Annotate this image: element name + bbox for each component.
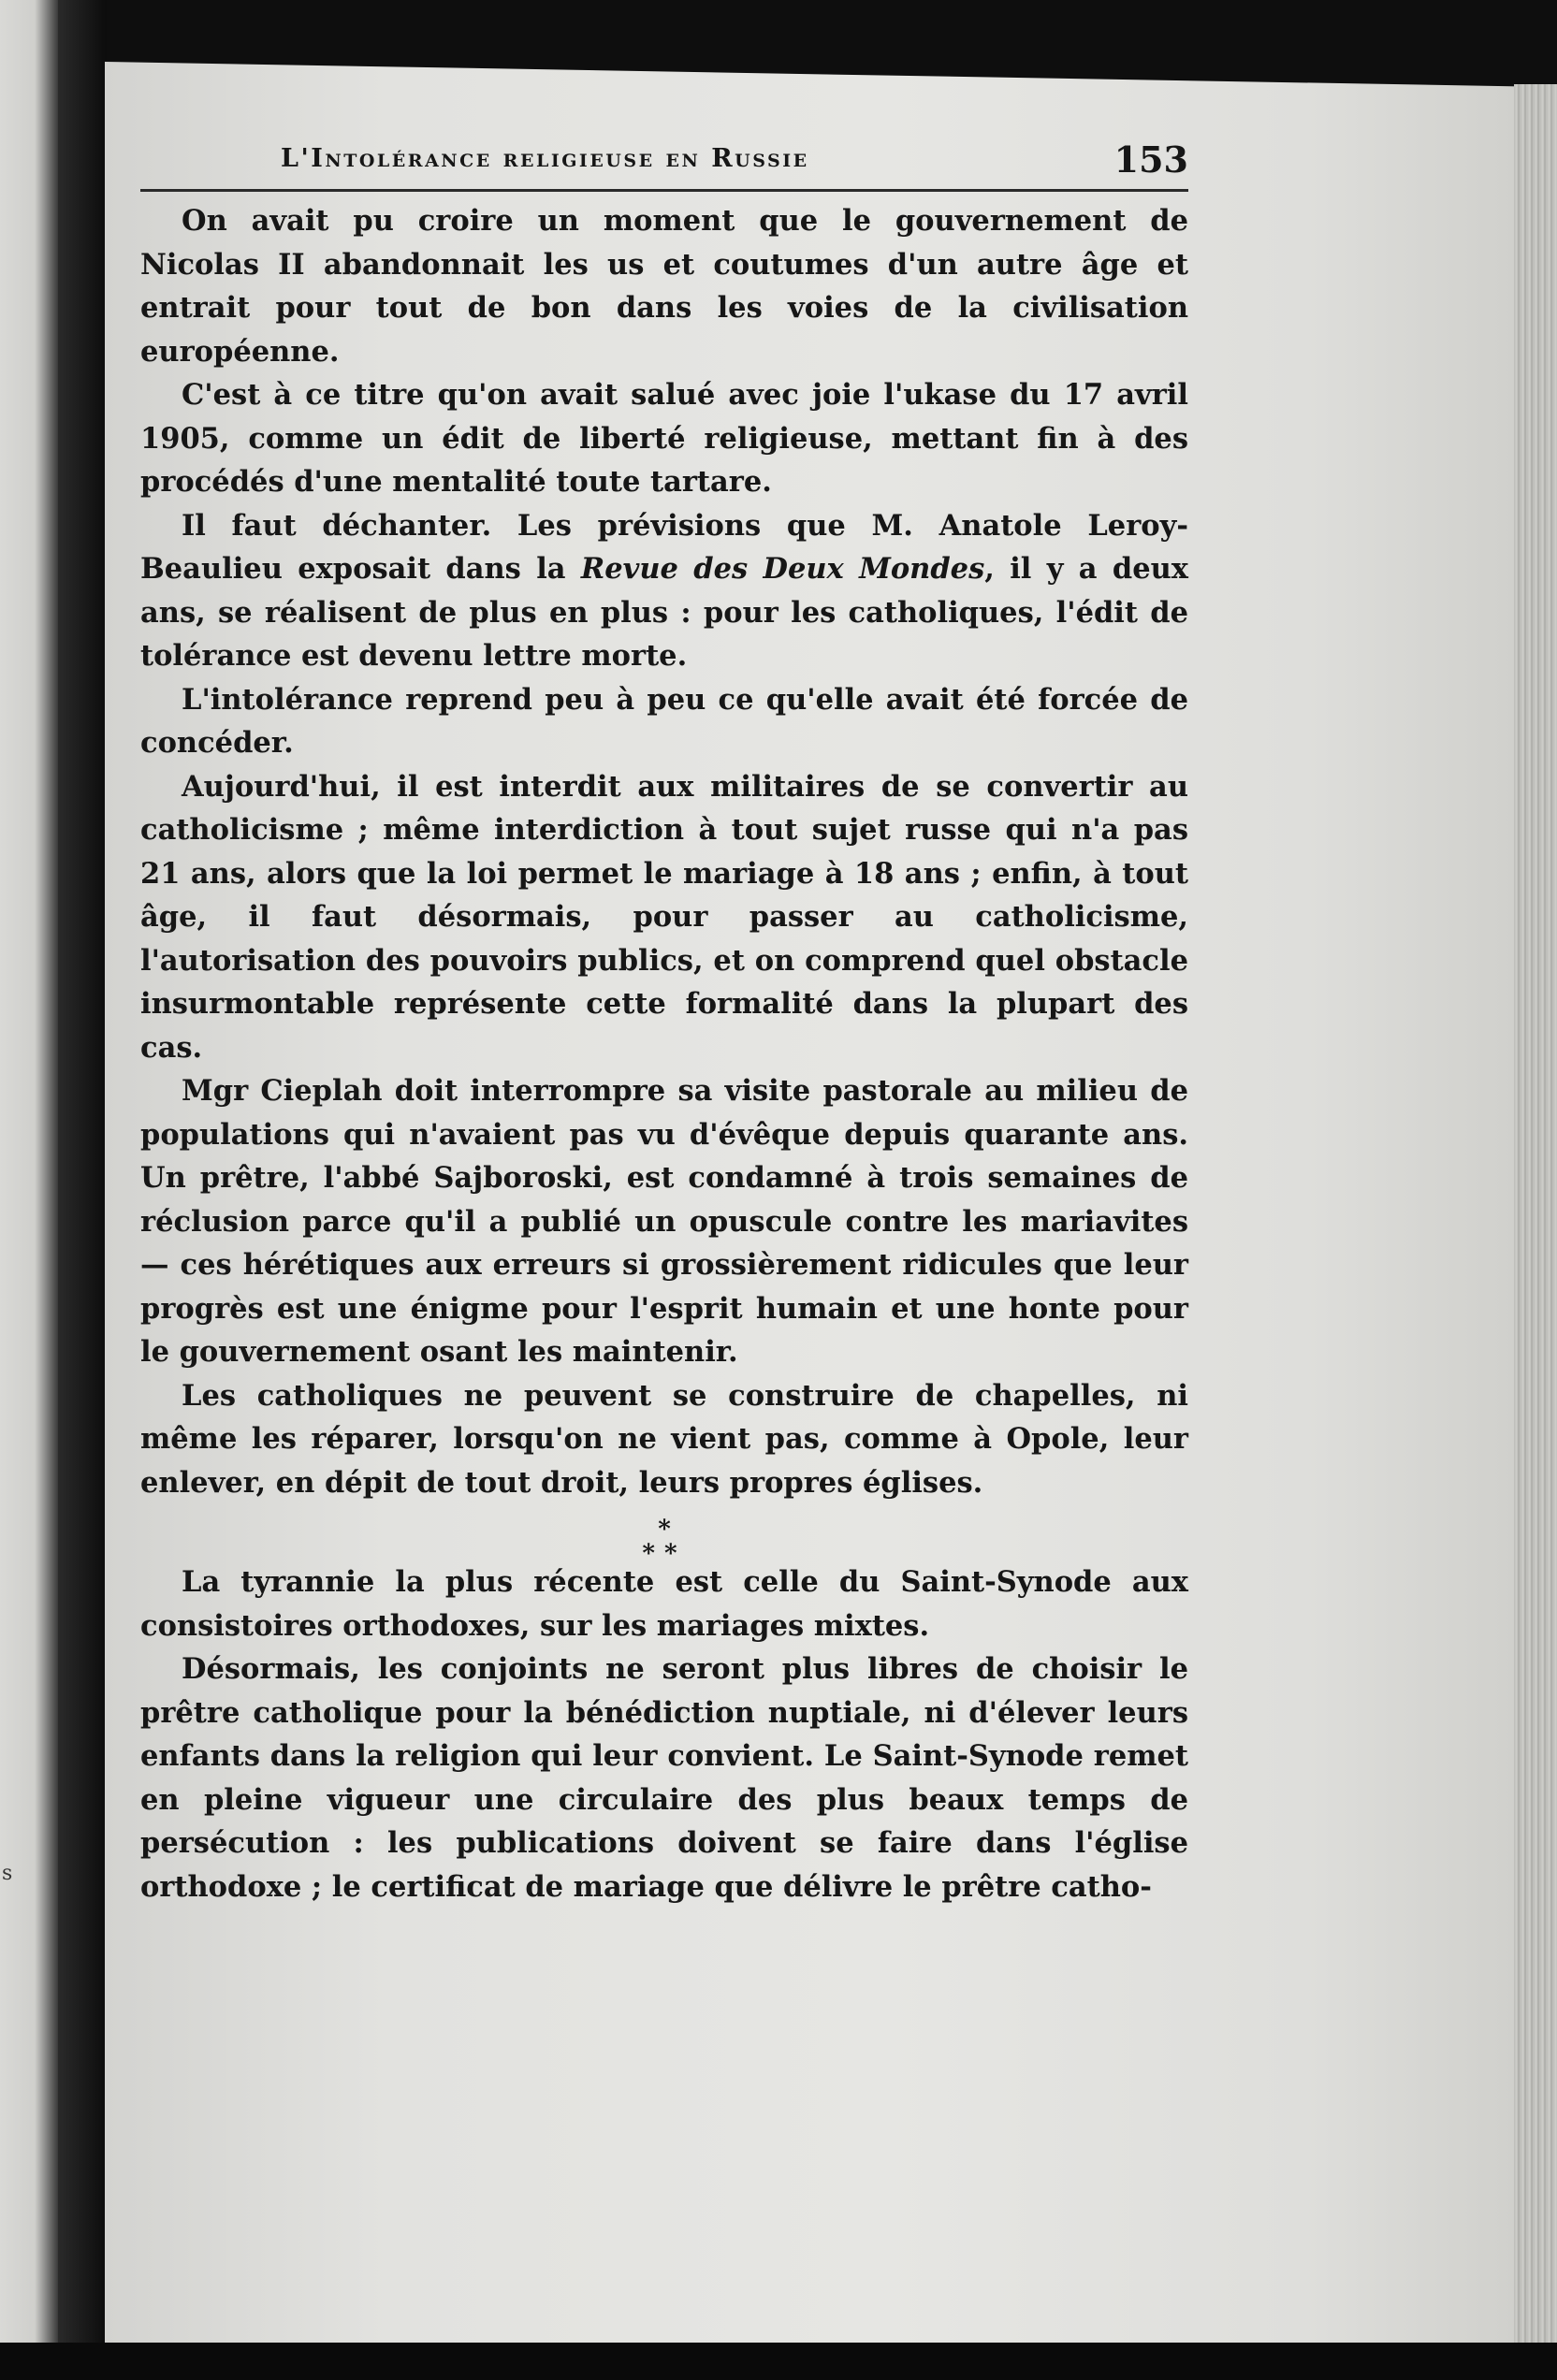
paragraph: On avait pu croire un moment que le gouvernement de Nicolas II abandonnait les us et coutumes d'un autre âge et entrait pour tout de bon dans les voies de la civilisation européenne.: [140, 204, 1188, 369]
previous-page-sliver: [0, 0, 58, 2380]
body-text: [140, 199, 1188, 1908]
running-title: L'Intolérance religieuse en Russie: [281, 144, 809, 173]
asterism-bottom: **: [642, 1540, 687, 1568]
paragraph-text: Il faut déchanter. Les prévisions que M. Anatole Leroy-Beaulieu exposait dans la: [140, 508, 1188, 586]
book-gutter: [58, 0, 107, 2380]
section-separator: [140, 1504, 1188, 1568]
paragraph-text: , il y a deux ans, se réalisent de plus en plus : pour les catholiques, l'édit de tolérance est devenu lettre morte.: [140, 552, 1188, 673]
paragraph: Les catholiques ne peuvent se construire de chapelles, ni même les réparer, lorsqu'on ne vient pas, comme à Opole, leur enlever, en dépit de tout droit, leurs propres églises.: [140, 1378, 1188, 1500]
journal-title: Revue des Deux Mondes: [580, 552, 985, 586]
paragraph: Désormais, les conjoints ne seront plus libres de choisir le prêtre catholique pour la bénédiction nuptiale, ni d'élever leurs enfants dans la religion qui leur convient. Le Saint-Synode remet en pleine vigueur une circulaire des plus beaux temps de persécution : les publications doivent se faire dans l'église orthodoxe ; le certificat de mariage que délivre le prêtre catho-: [140, 1652, 1188, 1904]
paragraph: Mgr Cieplah doit interrompre sa visite pastorale au milieu de populations qui n'avaient pas vu d'évêque depuis quarante ans. Un prêtre, l'abbé Sajboroski, est condamné à trois semaines de réclusion parce qu'il a publié un opuscule contre les mariavites — ces hérétiques aux erreurs si grossièrement ridicules que leur progrès est une énigme pour l'esprit humain et une honte pour le gouvernement osant les maintenir.: [140, 1074, 1188, 1369]
margin-mark: s: [2, 1862, 13, 1885]
scan-bottom-border: [0, 2343, 1557, 2380]
paragraph: Aujourd'hui, il est interdit aux militaires de se convertir au catholicisme ; même interdiction à tout sujet russe qui n'a pas 21 ans, alors que la loi permet le mariage à 18 ans ; enfin, à tout âge, il faut désormais, pour passer au catholicisme, l'autorisation des pouvoirs publics, et on comprend quel obstacle insurmontable représente cette formalité dans la plupart des cas.: [140, 769, 1188, 1065]
page-header: [140, 133, 1188, 192]
paragraph: C'est à ce titre qu'on avait salué avec joie l'ukase du 17 avril 1905, comme un édit de liberté religieuse, mettant fin à des procédés d'une mentalité toute tartare.: [140, 378, 1188, 499]
paragraph: La tyrannie la plus récente est celle du Saint-Synode aux consistoires orthodoxes, sur les mariages mixtes.: [140, 1565, 1188, 1643]
page-edges: [1514, 84, 1557, 2367]
page-number: 153: [1113, 138, 1188, 181]
paragraph: [140, 504, 1188, 678]
page-content: [140, 133, 1188, 1908]
asterism-top: *: [658, 1516, 671, 1544]
paragraph: L'intolérance reprend peu à peu ce qu'elle avait été forcée de concéder.: [140, 682, 1188, 760]
